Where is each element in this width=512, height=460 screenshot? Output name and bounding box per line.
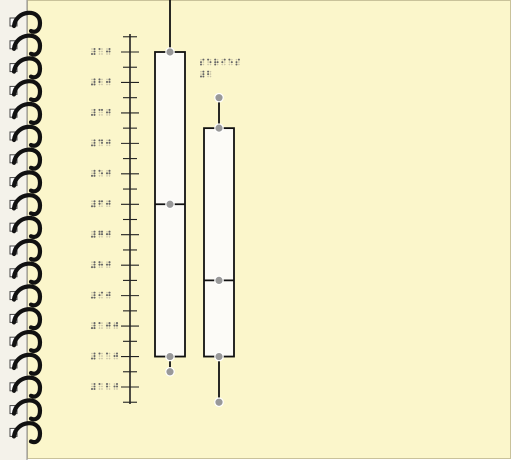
braille-dot xyxy=(108,172,110,174)
braille-dot xyxy=(93,142,95,144)
braille-dot xyxy=(108,81,110,83)
braille-dot xyxy=(202,73,204,75)
min-point xyxy=(166,368,174,376)
braille-dot xyxy=(108,325,110,327)
braille-dot xyxy=(116,383,118,385)
braille-dot xyxy=(93,327,95,329)
braille-dot xyxy=(106,294,108,296)
braille-dot xyxy=(93,48,95,50)
braille-dot xyxy=(108,139,110,141)
braille-dot xyxy=(98,352,100,354)
braille-dot xyxy=(93,385,95,387)
braille-dot xyxy=(93,144,95,146)
braille-dot xyxy=(221,61,223,63)
braille-dot xyxy=(101,139,103,141)
braille-dot xyxy=(93,294,95,296)
braille-dot xyxy=(101,231,103,233)
braille-dot xyxy=(91,236,93,238)
braille-dot xyxy=(106,142,108,144)
braille-dot xyxy=(98,231,100,233)
braille-dot xyxy=(101,292,103,294)
braille-dot xyxy=(93,355,95,357)
braille-dot xyxy=(113,355,115,357)
braille-dot xyxy=(91,266,93,268)
braille-dot xyxy=(106,385,108,387)
braille-dot xyxy=(101,200,103,202)
braille-dot xyxy=(106,264,108,266)
braille-dot xyxy=(93,383,95,385)
braille-dot xyxy=(91,357,93,359)
braille-dot xyxy=(91,144,93,146)
braille-dot xyxy=(98,200,100,202)
q1-point xyxy=(215,352,223,360)
braille-dot xyxy=(91,83,93,85)
braille-dot xyxy=(101,109,103,111)
braille-dot xyxy=(98,233,100,235)
braille-dot xyxy=(202,75,204,77)
braille-dot xyxy=(98,261,100,263)
braille-dot xyxy=(93,357,95,359)
braille-dot xyxy=(113,325,115,327)
braille-dot xyxy=(210,61,212,63)
braille-dot xyxy=(98,78,100,80)
braille-dot xyxy=(214,61,216,63)
braille-dot xyxy=(108,294,110,296)
braille-dot xyxy=(106,172,108,174)
braille-dot xyxy=(98,264,100,266)
braille-dot xyxy=(93,266,95,268)
braille-dot xyxy=(93,236,95,238)
iqr-box xyxy=(204,128,234,356)
braille-dot xyxy=(116,352,118,354)
q1-point xyxy=(166,352,174,360)
braille-dot xyxy=(93,111,95,113)
braille-dot xyxy=(106,203,108,205)
braille-dot xyxy=(214,63,216,65)
braille-dot xyxy=(106,233,108,235)
braille-dot xyxy=(106,50,108,52)
braille-dot xyxy=(93,292,95,294)
braille-dot xyxy=(238,59,240,61)
braille-dot xyxy=(93,175,95,177)
braille-dot xyxy=(200,61,202,63)
braille-dot xyxy=(108,142,110,144)
braille-dot xyxy=(91,175,93,177)
braille-dot xyxy=(108,200,110,202)
braille-dot xyxy=(236,63,238,65)
braille-dot xyxy=(98,109,100,111)
braille-dot xyxy=(224,59,226,61)
braille-dot xyxy=(98,294,100,296)
braille-dot xyxy=(98,322,100,324)
braille-dot xyxy=(91,205,93,207)
braille-dot xyxy=(93,83,95,85)
median-point xyxy=(166,200,174,208)
braille-dot xyxy=(93,261,95,263)
braille-dot xyxy=(93,322,95,324)
braille-dot xyxy=(108,48,110,50)
braille-dot xyxy=(93,50,95,52)
braille-dot xyxy=(106,111,108,113)
braille-dot xyxy=(93,203,95,205)
braille-dot xyxy=(116,325,118,327)
median-point xyxy=(215,276,223,284)
braille-dot xyxy=(108,292,110,294)
braille-dot xyxy=(108,233,110,235)
max-point xyxy=(215,93,223,101)
braille-dot xyxy=(108,50,110,52)
braille-dot xyxy=(106,81,108,83)
braille-dot xyxy=(98,48,100,50)
braille-dot xyxy=(106,325,108,327)
braille-dot xyxy=(98,383,100,385)
braille-dot xyxy=(116,322,118,324)
braille-dot xyxy=(91,114,93,116)
braille-dot xyxy=(93,352,95,354)
braille-dot xyxy=(101,172,103,174)
braille-dot xyxy=(108,264,110,266)
braille-dot xyxy=(236,61,238,63)
braille-dot xyxy=(93,297,95,299)
braille-dot xyxy=(214,59,216,61)
braille-dot xyxy=(93,170,95,172)
braille-dot xyxy=(93,205,95,207)
braille-dot xyxy=(207,71,209,73)
braille-dot xyxy=(93,233,95,235)
braille-dot xyxy=(200,63,202,65)
braille-dot xyxy=(108,111,110,113)
braille-dot xyxy=(200,75,202,77)
braille-dot xyxy=(91,53,93,55)
braille-dot xyxy=(207,59,209,61)
braille-dot xyxy=(106,383,108,385)
braille-dot xyxy=(217,61,219,63)
braille-dot xyxy=(106,352,108,354)
braille-dot xyxy=(108,261,110,263)
box-plot-series-1 xyxy=(155,0,185,376)
braille-dot xyxy=(101,233,103,235)
braille-dot xyxy=(116,355,118,357)
braille-dot xyxy=(93,81,95,83)
braille-dot xyxy=(108,170,110,172)
braille-dot xyxy=(108,203,110,205)
braille-dot xyxy=(108,231,110,233)
braille-dot xyxy=(93,53,95,55)
braille-dot xyxy=(91,327,93,329)
braille-dot xyxy=(93,114,95,116)
q3-point xyxy=(215,124,223,132)
braille-dot xyxy=(93,231,95,233)
braille-dot xyxy=(91,388,93,390)
braille-dot xyxy=(231,61,233,63)
braille-dot xyxy=(93,325,95,327)
braille-dot xyxy=(113,385,115,387)
braille-dot xyxy=(98,81,100,83)
q3-point xyxy=(166,48,174,56)
braille-dot xyxy=(91,297,93,299)
braille-dot xyxy=(101,264,103,266)
braille-dot xyxy=(93,78,95,80)
braille-dot xyxy=(108,78,110,80)
braille-dot xyxy=(202,59,204,61)
braille-dot xyxy=(108,109,110,111)
braille-dot xyxy=(93,109,95,111)
braille-dot xyxy=(93,172,95,174)
braille-dot xyxy=(108,322,110,324)
paper-sheet xyxy=(28,1,511,459)
braille-dot xyxy=(207,73,209,75)
braille-dot xyxy=(93,139,95,141)
braille-dot xyxy=(116,385,118,387)
braille-dot xyxy=(98,170,100,172)
braille-dot xyxy=(93,200,95,202)
min-point xyxy=(215,398,223,406)
braille-dot xyxy=(98,203,100,205)
braille-dot xyxy=(101,142,103,144)
braille-dot xyxy=(93,264,95,266)
braille-dot xyxy=(228,59,230,61)
braille-dot xyxy=(202,71,204,73)
braille-dot xyxy=(98,139,100,141)
braille-dot xyxy=(93,388,95,390)
